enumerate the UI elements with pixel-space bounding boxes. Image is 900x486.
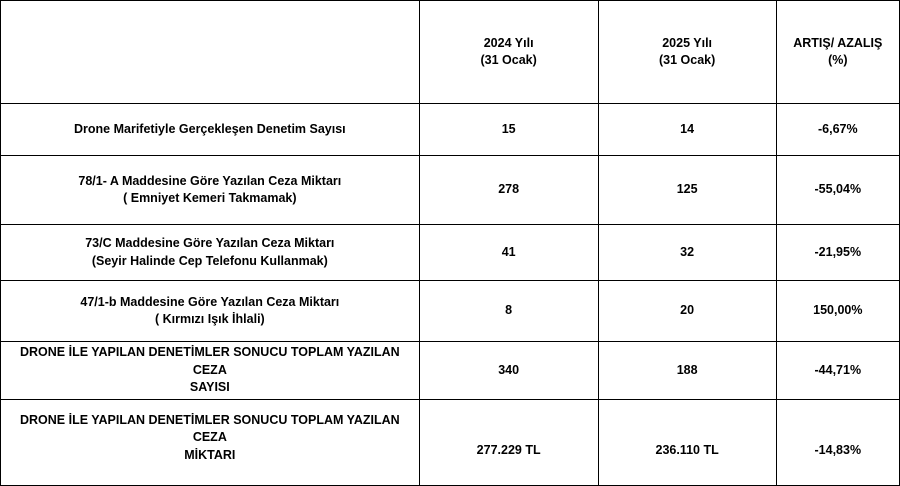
row-label: [1, 156, 420, 225]
table-row-total-amount: [1, 399, 900, 485]
table-row: [1, 281, 900, 342]
value-2024: 278: [419, 156, 598, 225]
value-2025: 236.110 TL: [598, 399, 776, 485]
header-empty-cell: [1, 1, 420, 104]
table-row: [1, 156, 900, 225]
value-change: -44,71%: [776, 342, 899, 400]
row-label: [1, 104, 420, 156]
table-row-total-count: [1, 342, 900, 400]
row-label-line1: 78/1- A Maddesine Göre Yazılan Ceza Miktarı: [78, 173, 342, 188]
value-change: -14,83%: [776, 399, 899, 485]
header-2024-year: 2024 Yılı: [483, 35, 534, 50]
header-change-unit: (%): [828, 53, 848, 67]
value-change: -55,04%: [776, 156, 899, 225]
value-2024: 41: [419, 225, 598, 281]
row-label-line1: 73/C Maddesine Göre Yazılan Ceza Miktarı: [85, 236, 335, 250]
row-label-line1: DRONE İLE YAPILAN DENETİMLER SONUCU TOPLAM YAZILAN CEZA: [19, 345, 400, 377]
value-2024: 8: [419, 281, 598, 342]
value-2025: 20: [598, 281, 776, 342]
header-change-title: ARTIŞ/ AZALIŞ: [793, 35, 883, 50]
row-label-line2: MİKTARI: [184, 447, 236, 462]
row-label: [1, 281, 420, 342]
row-label-line1: DRONE İLE YAPILAN DENETİMLER SONUCU TOPLAM YAZILAN CEZA: [19, 412, 400, 444]
row-label-line2: SAYISI: [189, 380, 230, 394]
header-2024-date: (31 Ocak): [480, 53, 537, 67]
table-row: [1, 104, 900, 156]
value-change: 150,00%: [776, 281, 899, 342]
value-2024: 15: [419, 104, 598, 156]
row-label-line1: 47/1-b Maddesine Göre Yazılan Ceza Miktarı: [80, 294, 340, 309]
header-2025-year: 2025 Yılı: [662, 35, 713, 50]
value-2025: 32: [598, 225, 776, 281]
value-change: -6,67%: [776, 104, 899, 156]
row-label-line2: ( Emniyet Kemeri Takmamak): [123, 191, 297, 205]
header-change: [776, 1, 899, 104]
value-2025: 14: [598, 104, 776, 156]
header-2025-date: (31 Ocak): [658, 53, 716, 67]
value-2025: 188: [598, 342, 776, 400]
row-label: [1, 342, 420, 400]
row-label-line2: ( Kırmızı Işık İhlali): [154, 312, 265, 326]
row-label-line1: Drone Marifetiyle Gerçekleşen Denetim Sayısı: [74, 121, 346, 136]
row-label: [1, 399, 420, 485]
header-2024: [419, 1, 598, 104]
value-2024: 340: [419, 342, 598, 400]
table-row: [1, 225, 900, 281]
value-change: -21,95%: [776, 225, 899, 281]
header-2025: [598, 1, 776, 104]
value-2024: 277.229 TL: [419, 399, 598, 485]
value-2025: 125: [598, 156, 776, 225]
header-row: [1, 1, 900, 104]
row-label-line2: (Seyir Halinde Cep Telefonu Kullanmak): [91, 253, 328, 268]
row-label: [1, 225, 420, 281]
